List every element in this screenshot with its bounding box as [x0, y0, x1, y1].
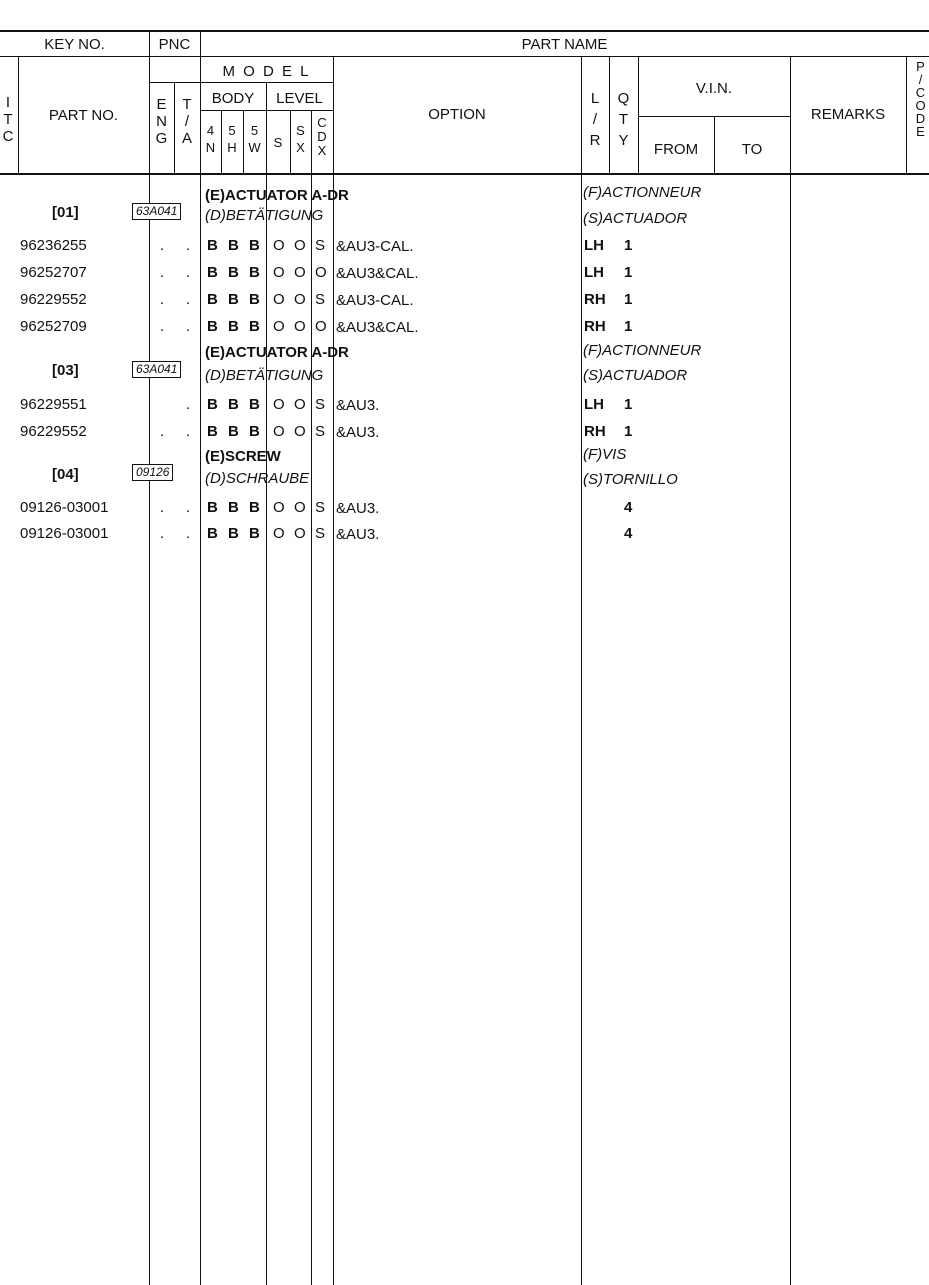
ta-header: T / A — [181, 96, 192, 147]
col-line-vin — [790, 56, 791, 1285]
part-number: 09126-03001 — [20, 525, 109, 542]
option-value: &AU3-CAL. — [336, 238, 414, 255]
lr-value: LH — [584, 237, 604, 254]
body-5w-value: B — [249, 237, 260, 254]
level-sx-value: O — [294, 264, 306, 281]
part-name-spanish: (S)ACTUADOR — [583, 367, 688, 384]
body-5w-value: B — [249, 499, 260, 516]
key-number: [04] — [52, 466, 79, 483]
part-number: 96252707 — [20, 264, 87, 281]
part-name-german: (D)BETÄTIGUNG — [205, 367, 324, 384]
eng-header: E N G — [155, 96, 168, 147]
col-line-body — [266, 82, 267, 1285]
body-5h-value: B — [228, 423, 239, 440]
body-5w-value: B — [249, 423, 260, 440]
part-name-spanish: (S)ACTUADOR — [583, 210, 688, 227]
part-number: 09126-03001 — [20, 499, 109, 516]
option-value: &AU3&CAL. — [336, 319, 419, 336]
col-line-sx — [311, 110, 312, 1285]
part-name-english: (E)ACTUATOR A-DR — [205, 187, 349, 204]
level-sx-value: O — [294, 318, 306, 335]
eng-value: . — [160, 291, 165, 308]
pnc-code: 09126 — [132, 464, 173, 481]
level-sx-value: O — [294, 291, 306, 308]
lr-value: LH — [584, 396, 604, 413]
level-header: LEVEL — [276, 90, 323, 107]
body-5h-value: B — [228, 264, 239, 281]
level-cdx-value: S — [315, 291, 326, 308]
body-5h-value: B — [228, 237, 239, 254]
body-col-5h-header: 5 H — [227, 123, 237, 155]
qty-value: 4 — [624, 499, 633, 516]
part-name-spanish: (S)TORNILLO — [583, 471, 678, 488]
body-4n-value: B — [207, 291, 218, 308]
option-value: &AU3&CAL. — [336, 265, 419, 282]
body-header: BODY — [211, 90, 255, 107]
level-sx-value: O — [294, 237, 306, 254]
body-5w-value: B — [249, 318, 260, 335]
remarks-header: REMARKS — [810, 106, 886, 123]
level-col-s-header: S — [273, 135, 283, 150]
model-header: M O D E L — [222, 63, 311, 80]
level-s-value: O — [273, 237, 285, 254]
body-5h-value: B — [228, 318, 239, 335]
key-number: [01] — [52, 204, 79, 221]
qty-value: 1 — [624, 291, 633, 308]
pnc-code: 63A041 — [132, 203, 181, 220]
lr-header: L / R — [589, 90, 601, 149]
body-5h-value: B — [228, 291, 239, 308]
body-4n-value: B — [207, 423, 218, 440]
level-cdx-value: S — [315, 396, 326, 413]
part-name-french: (F)VIS — [583, 446, 627, 463]
ta-value: . — [186, 291, 191, 308]
pnc-code: 63A041 — [132, 361, 181, 378]
part-name-french: (F)ACTIONNEUR — [583, 342, 702, 359]
lr-value: LH — [584, 264, 604, 281]
itc-header: I T C — [2, 94, 14, 145]
lr-value: RH — [584, 318, 606, 335]
body-5w-value: B — [249, 291, 260, 308]
col-line-pnc — [200, 30, 201, 1285]
part-number: 96229552 — [20, 423, 87, 440]
level-col-cdx-header: C D X — [317, 115, 327, 158]
part-no-header: PART NO. — [48, 107, 119, 124]
level-s-value: O — [273, 291, 285, 308]
part-name-english: (E)ACTUATOR A-DR — [205, 344, 349, 361]
level-sx-value: O — [294, 499, 306, 516]
part-name-english: (E)SCREW — [205, 448, 281, 465]
level-s-value: O — [273, 264, 285, 281]
lr-value: RH — [584, 291, 606, 308]
qty-value: 1 — [624, 237, 633, 254]
part-name-french: (F)ACTIONNEUR — [583, 184, 702, 201]
body-5w-value: B — [249, 525, 260, 542]
qty-value: 1 — [624, 318, 633, 335]
col-line-level — [333, 56, 334, 1285]
pcode-header: P / C O D E — [915, 59, 926, 139]
eng-value: . — [160, 237, 165, 254]
qty-value: 4 — [624, 525, 633, 542]
body-4n-value: B — [207, 237, 218, 254]
eng-value: . — [160, 264, 165, 281]
ta-value: . — [186, 318, 191, 335]
option-value: &AU3. — [336, 526, 380, 543]
option-header: OPTION — [428, 106, 486, 123]
eng-value: . — [160, 318, 165, 335]
body-4n-value: B — [207, 499, 218, 516]
body-col-4n-header: 4 N — [205, 123, 216, 155]
level-sx-value: O — [294, 525, 306, 542]
body-5h-value: B — [228, 525, 239, 542]
qty-header: Q T Y — [617, 90, 630, 149]
option-value: &AU3. — [336, 424, 380, 441]
option-value: &AU3. — [336, 500, 380, 517]
ta-value: . — [186, 396, 191, 413]
body-5w-value: B — [249, 264, 260, 281]
eng-value: . — [160, 525, 165, 542]
level-s-value: O — [273, 525, 285, 542]
body-4n-value: B — [207, 396, 218, 413]
ta-value: . — [186, 499, 191, 516]
vin-from-header: FROM — [653, 141, 699, 158]
level-cdx-value: S — [315, 525, 326, 542]
model-divider — [149, 82, 333, 83]
part-number: 96252709 — [20, 318, 87, 335]
col-line-remarks — [906, 56, 907, 174]
ta-value: . — [186, 264, 191, 281]
lr-value: RH — [584, 423, 606, 440]
part-name-header: PART NAME — [521, 36, 608, 53]
level-sx-value: O — [294, 423, 306, 440]
body-4n-value: B — [207, 525, 218, 542]
eng-value: . — [160, 423, 165, 440]
part-number: 96236255 — [20, 237, 87, 254]
body-5h-value: B — [228, 396, 239, 413]
part-number: 96229551 — [20, 396, 87, 413]
level-cdx-value: S — [315, 237, 326, 254]
ta-value: . — [186, 423, 191, 440]
body-4n-value: B — [207, 264, 218, 281]
ta-value: . — [186, 525, 191, 542]
level-cdx-value: O — [315, 318, 327, 335]
ta-value: . — [186, 237, 191, 254]
level-sx-value: O — [294, 396, 306, 413]
option-value: &AU3. — [336, 397, 380, 414]
level-s-value: O — [273, 499, 285, 516]
pnc-header: PNC — [158, 36, 191, 53]
body-4n-value: B — [207, 318, 218, 335]
option-value: &AU3-CAL. — [336, 292, 414, 309]
eng-value: . — [160, 499, 165, 516]
qty-value: 1 — [624, 396, 633, 413]
body-5w-value: B — [249, 396, 260, 413]
body-5h-value: B — [228, 499, 239, 516]
level-s-value: O — [273, 318, 285, 335]
vin-to-header: TO — [741, 141, 763, 158]
top-border — [0, 30, 929, 32]
part-name-german: (D)SCHRAUBE — [205, 470, 310, 487]
body-col-5w-header: 5 W — [248, 123, 261, 155]
level-cdx-value: O — [315, 264, 327, 281]
level-cdx-value: S — [315, 499, 326, 516]
col-line-option — [581, 56, 582, 1285]
part-name-german: (D)BETÄTIGUNG — [205, 207, 324, 224]
level-s-value: O — [273, 423, 285, 440]
part-number: 96229552 — [20, 291, 87, 308]
level-s-value: O — [273, 396, 285, 413]
vin-header: V.I.N. — [695, 80, 733, 97]
key-no-header: KEY NO. — [44, 36, 105, 53]
key-number: [03] — [52, 362, 79, 379]
level-cdx-value: S — [315, 423, 326, 440]
qty-value: 1 — [624, 423, 633, 440]
qty-value: 1 — [624, 264, 633, 281]
level-col-sx-header: S X — [296, 123, 305, 155]
